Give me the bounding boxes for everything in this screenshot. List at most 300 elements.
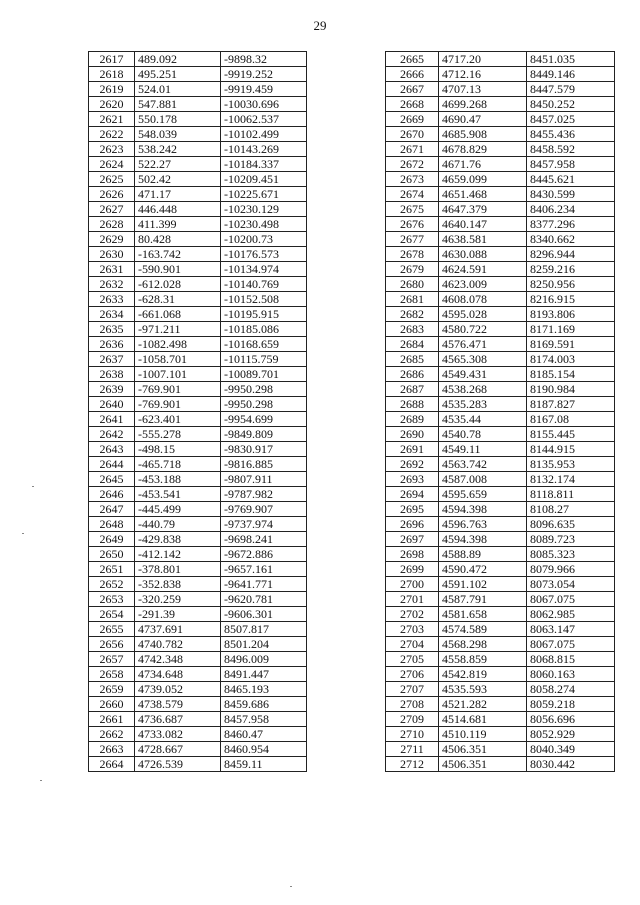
table-row: [386, 712, 615, 727]
x-coordinate-cell: 4540.78: [439, 427, 527, 442]
x-coordinate-cell: 4685.908: [439, 127, 527, 142]
y-coordinate-cell: -9954.699: [221, 412, 307, 427]
point-number-cell: 2636: [89, 337, 135, 352]
point-number-cell: 2648: [89, 517, 135, 532]
table-row: [89, 607, 307, 622]
y-coordinate-cell: -9672.886: [221, 547, 307, 562]
y-coordinate-cell: 8089.723: [527, 532, 615, 547]
y-coordinate-cell: -10185.086: [221, 322, 307, 337]
x-coordinate-cell: 4717.20: [439, 52, 527, 67]
x-coordinate-cell: -412.142: [135, 547, 221, 562]
x-coordinate-cell: -465.718: [135, 457, 221, 472]
table-row: [89, 382, 307, 397]
y-coordinate-cell: 8096.635: [527, 517, 615, 532]
x-coordinate-cell: 4594.398: [439, 502, 527, 517]
x-coordinate-cell: -661.068: [135, 307, 221, 322]
y-coordinate-cell: 8155.445: [527, 427, 615, 442]
point-number-cell: 2656: [89, 637, 135, 652]
y-coordinate-cell: 8377.296: [527, 217, 615, 232]
table-row: [89, 112, 307, 127]
table-row: [89, 652, 307, 667]
x-coordinate-cell: 4737.691: [135, 622, 221, 637]
point-number-cell: 2657: [89, 652, 135, 667]
table-row: [386, 427, 615, 442]
point-number-cell: 2689: [386, 412, 439, 427]
y-coordinate-cell: 8250.956: [527, 277, 615, 292]
y-coordinate-cell: -10225.671: [221, 187, 307, 202]
table-row: [386, 637, 615, 652]
x-coordinate-cell: 4707.13: [439, 82, 527, 97]
point-number-cell: 2660: [89, 697, 135, 712]
y-coordinate-cell: 8030.442: [527, 757, 615, 772]
x-coordinate-cell: 4535.44: [439, 412, 527, 427]
x-coordinate-cell: 4506.351: [439, 757, 527, 772]
point-number-cell: 2630: [89, 247, 135, 262]
x-coordinate-cell: 4651.468: [439, 187, 527, 202]
y-coordinate-cell: -9816.885: [221, 457, 307, 472]
table-row: [89, 487, 307, 502]
x-coordinate-cell: 4699.268: [439, 97, 527, 112]
y-coordinate-cell: 8457.958: [221, 712, 307, 727]
y-coordinate-cell: 8216.915: [527, 292, 615, 307]
y-coordinate-cell: -10140.769: [221, 277, 307, 292]
point-number-cell: 2678: [386, 247, 439, 262]
x-coordinate-cell: 4506.351: [439, 742, 527, 757]
y-coordinate-cell: -10062.537: [221, 112, 307, 127]
y-coordinate-cell: 8169.591: [527, 337, 615, 352]
table-row: [386, 592, 615, 607]
table-row: [89, 532, 307, 547]
point-number-cell: 2711: [386, 742, 439, 757]
y-coordinate-cell: -10184.337: [221, 157, 307, 172]
x-coordinate-cell: 489.092: [135, 52, 221, 67]
point-number-cell: 2638: [89, 367, 135, 382]
table-row: [89, 727, 307, 742]
point-number-cell: 2698: [386, 547, 439, 562]
y-coordinate-cell: 8459.11: [221, 757, 307, 772]
table-row: [89, 742, 307, 757]
table-row: [386, 337, 615, 352]
y-coordinate-cell: 8052.929: [527, 727, 615, 742]
x-coordinate-cell: -628.31: [135, 292, 221, 307]
scan-speck: [40, 780, 42, 781]
point-number-cell: 2618: [89, 67, 135, 82]
x-coordinate-cell: 4712.16: [439, 67, 527, 82]
y-coordinate-cell: -9849.809: [221, 427, 307, 442]
point-number-cell: 2687: [386, 382, 439, 397]
y-coordinate-cell: 8455.436: [527, 127, 615, 142]
point-number-cell: 2650: [89, 547, 135, 562]
point-number-cell: 2629: [89, 232, 135, 247]
point-number-cell: 2637: [89, 352, 135, 367]
x-coordinate-cell: -623.401: [135, 412, 221, 427]
point-number-cell: 2694: [386, 487, 439, 502]
point-number-cell: 2706: [386, 667, 439, 682]
table-row: [386, 562, 615, 577]
table-row: [386, 277, 615, 292]
y-coordinate-cell: -10030.696: [221, 97, 307, 112]
x-coordinate-cell: 4630.088: [439, 247, 527, 262]
table-row: [89, 127, 307, 142]
table-row: [89, 322, 307, 337]
point-number-cell: 2639: [89, 382, 135, 397]
x-coordinate-cell: 548.039: [135, 127, 221, 142]
x-coordinate-cell: 4659.099: [439, 172, 527, 187]
point-number-cell: 2659: [89, 682, 135, 697]
point-number-cell: 2712: [386, 757, 439, 772]
x-coordinate-cell: 4594.398: [439, 532, 527, 547]
point-number-cell: 2645: [89, 472, 135, 487]
y-coordinate-cell: -9657.161: [221, 562, 307, 577]
table-row: [386, 217, 615, 232]
table-row: [89, 67, 307, 82]
x-coordinate-cell: -1058.701: [135, 352, 221, 367]
y-coordinate-cell: 8079.966: [527, 562, 615, 577]
point-number-cell: 2633: [89, 292, 135, 307]
x-coordinate-cell: -453.541: [135, 487, 221, 502]
table-row: [386, 577, 615, 592]
x-coordinate-cell: -769.901: [135, 382, 221, 397]
table-row: [89, 307, 307, 322]
x-coordinate-cell: -1082.498: [135, 337, 221, 352]
point-number-cell: 2695: [386, 502, 439, 517]
x-coordinate-cell: 550.178: [135, 112, 221, 127]
y-coordinate-cell: 8449.146: [527, 67, 615, 82]
table-row: [386, 607, 615, 622]
x-coordinate-cell: 4580.722: [439, 322, 527, 337]
point-number-cell: 2682: [386, 307, 439, 322]
table-row: [89, 277, 307, 292]
x-coordinate-cell: 538.242: [135, 142, 221, 157]
y-coordinate-cell: -10115.759: [221, 352, 307, 367]
x-coordinate-cell: 4728.667: [135, 742, 221, 757]
x-coordinate-cell: 4535.593: [439, 682, 527, 697]
point-number-cell: 2652: [89, 577, 135, 592]
point-number-cell: 2700: [386, 577, 439, 592]
x-coordinate-cell: 4647.379: [439, 202, 527, 217]
point-number-cell: 2649: [89, 532, 135, 547]
point-number-cell: 2617: [89, 52, 135, 67]
x-coordinate-cell: 4588.89: [439, 547, 527, 562]
table-row: [386, 112, 615, 127]
table-row: [89, 217, 307, 232]
x-coordinate-cell: 4558.859: [439, 652, 527, 667]
table-row: [386, 487, 615, 502]
table-row: [89, 502, 307, 517]
table-row: [89, 667, 307, 682]
x-coordinate-cell: 4538.268: [439, 382, 527, 397]
point-number-cell: 2655: [89, 622, 135, 637]
table-row: [386, 367, 615, 382]
x-coordinate-cell: 4568.298: [439, 637, 527, 652]
table-row: [89, 517, 307, 532]
point-number-cell: 2643: [89, 442, 135, 457]
table-row: [89, 622, 307, 637]
page-number: 29: [313, 18, 327, 33]
point-number-cell: 2688: [386, 397, 439, 412]
y-coordinate-cell: 8060.163: [527, 667, 615, 682]
table-row: [89, 697, 307, 712]
y-coordinate-cell: 8167.08: [527, 412, 615, 427]
table-row: [89, 82, 307, 97]
x-coordinate-cell: 4565.308: [439, 352, 527, 367]
y-coordinate-cell: -10134.974: [221, 262, 307, 277]
point-number-cell: 2661: [89, 712, 135, 727]
y-coordinate-cell: 8430.599: [527, 187, 615, 202]
x-coordinate-cell: 4740.782: [135, 637, 221, 652]
table-row: [89, 412, 307, 427]
table-row: [89, 142, 307, 157]
y-coordinate-cell: -9950.298: [221, 382, 307, 397]
y-coordinate-cell: 8132.174: [527, 472, 615, 487]
table-row: [386, 397, 615, 412]
point-number-cell: 2666: [386, 67, 439, 82]
y-coordinate-cell: 8190.984: [527, 382, 615, 397]
table-row: [386, 247, 615, 262]
point-number-cell: 2640: [89, 397, 135, 412]
y-coordinate-cell: -9830.917: [221, 442, 307, 457]
point-number-cell: 2708: [386, 697, 439, 712]
y-coordinate-cell: 8507.817: [221, 622, 307, 637]
table-row: [89, 232, 307, 247]
x-coordinate-cell: 4623.009: [439, 277, 527, 292]
x-coordinate-cell: 4514.681: [439, 712, 527, 727]
point-number-cell: 2664: [89, 757, 135, 772]
point-number-cell: 2658: [89, 667, 135, 682]
x-coordinate-cell: 4608.078: [439, 292, 527, 307]
point-number-cell: 2685: [386, 352, 439, 367]
point-number-cell: 2673: [386, 172, 439, 187]
table-row: [386, 172, 615, 187]
x-coordinate-cell: -378.801: [135, 562, 221, 577]
x-coordinate-cell: -440.79: [135, 517, 221, 532]
y-coordinate-cell: -10200.73: [221, 232, 307, 247]
point-number-cell: 2669: [386, 112, 439, 127]
y-coordinate-cell: -9769.907: [221, 502, 307, 517]
point-number-cell: 2672: [386, 157, 439, 172]
y-coordinate-cell: -10152.508: [221, 292, 307, 307]
y-coordinate-cell: 8296.944: [527, 247, 615, 262]
y-coordinate-cell: 8108.27: [527, 502, 615, 517]
point-number-cell: 2703: [386, 622, 439, 637]
point-number-cell: 2634: [89, 307, 135, 322]
y-coordinate-cell: -9620.781: [221, 592, 307, 607]
point-number-cell: 2699: [386, 562, 439, 577]
x-coordinate-cell: 4510.119: [439, 727, 527, 742]
x-coordinate-cell: -453.188: [135, 472, 221, 487]
table-row: [386, 202, 615, 217]
table-row: [386, 472, 615, 487]
y-coordinate-cell: 8447.579: [527, 82, 615, 97]
point-number-cell: 2690: [386, 427, 439, 442]
point-number-cell: 2641: [89, 412, 135, 427]
table-row: [386, 697, 615, 712]
y-coordinate-cell: -9807.911: [221, 472, 307, 487]
y-coordinate-cell: 8457.025: [527, 112, 615, 127]
point-number-cell: 2681: [386, 292, 439, 307]
y-coordinate-cell: -10209.451: [221, 172, 307, 187]
x-coordinate-cell: 411.399: [135, 217, 221, 232]
point-number-cell: 2691: [386, 442, 439, 457]
table-row: [89, 172, 307, 187]
y-coordinate-cell: -9606.301: [221, 607, 307, 622]
point-number-cell: 2679: [386, 262, 439, 277]
table-row: [89, 367, 307, 382]
x-coordinate-cell: 4535.283: [439, 397, 527, 412]
point-number-cell: 2628: [89, 217, 135, 232]
point-number-cell: 2674: [386, 187, 439, 202]
x-coordinate-cell: 4542.819: [439, 667, 527, 682]
point-number-cell: 2622: [89, 127, 135, 142]
point-number-cell: 2620: [89, 97, 135, 112]
table-row: [386, 262, 615, 277]
x-coordinate-cell: 4726.539: [135, 757, 221, 772]
x-coordinate-cell: 4742.348: [135, 652, 221, 667]
x-coordinate-cell: 4590.472: [439, 562, 527, 577]
point-number-cell: 2709: [386, 712, 439, 727]
x-coordinate-cell: 4563.742: [439, 457, 527, 472]
table-row: [386, 412, 615, 427]
x-coordinate-cell: 4734.648: [135, 667, 221, 682]
y-coordinate-cell: 8059.218: [527, 697, 615, 712]
x-coordinate-cell: 4595.028: [439, 307, 527, 322]
table-row: [386, 667, 615, 682]
point-number-cell: 2684: [386, 337, 439, 352]
y-coordinate-cell: 8340.662: [527, 232, 615, 247]
table-row: [89, 457, 307, 472]
table-row: [386, 307, 615, 322]
table-row: [386, 532, 615, 547]
x-coordinate-cell: 522.27: [135, 157, 221, 172]
x-coordinate-cell: 4738.579: [135, 697, 221, 712]
x-coordinate-cell: 4549.431: [439, 367, 527, 382]
table-row: [386, 682, 615, 697]
point-number-cell: 2625: [89, 172, 135, 187]
y-coordinate-cell: 8445.621: [527, 172, 615, 187]
y-coordinate-cell: -9919.252: [221, 67, 307, 82]
point-number-cell: 2631: [89, 262, 135, 277]
y-coordinate-cell: 8056.696: [527, 712, 615, 727]
point-number-cell: 2653: [89, 592, 135, 607]
y-coordinate-cell: -10176.573: [221, 247, 307, 262]
x-coordinate-cell: 446.448: [135, 202, 221, 217]
table-row: [386, 742, 615, 757]
x-coordinate-cell: 4739.052: [135, 682, 221, 697]
y-coordinate-cell: -10168.659: [221, 337, 307, 352]
point-number-cell: 2626: [89, 187, 135, 202]
y-coordinate-cell: -9787.982: [221, 487, 307, 502]
x-coordinate-cell: -555.278: [135, 427, 221, 442]
table-row: [386, 652, 615, 667]
x-coordinate-cell: 4671.76: [439, 157, 527, 172]
table-row: [89, 592, 307, 607]
y-coordinate-cell: 8451.035: [527, 52, 615, 67]
point-number-cell: 2627: [89, 202, 135, 217]
x-coordinate-cell: 4587.791: [439, 592, 527, 607]
x-coordinate-cell: 471.17: [135, 187, 221, 202]
point-number-cell: 2692: [386, 457, 439, 472]
table-row: [386, 442, 615, 457]
point-number-cell: 2632: [89, 277, 135, 292]
y-coordinate-cell: -10230.498: [221, 217, 307, 232]
table-row: [89, 202, 307, 217]
y-coordinate-cell: 8491.447: [221, 667, 307, 682]
point-number-cell: 2701: [386, 592, 439, 607]
y-coordinate-cell: -10230.129: [221, 202, 307, 217]
y-coordinate-cell: 8058.274: [527, 682, 615, 697]
x-coordinate-cell: 524.01: [135, 82, 221, 97]
scan-speck: [22, 533, 24, 534]
coordinates-table-right: [385, 51, 615, 772]
table-row: [386, 97, 615, 112]
point-number-cell: 2665: [386, 52, 439, 67]
y-coordinate-cell: 8501.204: [221, 637, 307, 652]
x-coordinate-cell: -498.15: [135, 442, 221, 457]
point-number-cell: 2635: [89, 322, 135, 337]
point-number-cell: 2680: [386, 277, 439, 292]
x-coordinate-cell: 4690.47: [439, 112, 527, 127]
point-number-cell: 2702: [386, 607, 439, 622]
y-coordinate-cell: 8135.953: [527, 457, 615, 472]
table-row: [386, 547, 615, 562]
table-row: [89, 427, 307, 442]
table-row: [89, 562, 307, 577]
point-number-cell: 2670: [386, 127, 439, 142]
y-coordinate-cell: 8460.47: [221, 727, 307, 742]
y-coordinate-cell: -10143.269: [221, 142, 307, 157]
point-number-cell: 2677: [386, 232, 439, 247]
table-row: [89, 52, 307, 67]
x-coordinate-cell: -429.838: [135, 532, 221, 547]
point-number-cell: 2647: [89, 502, 135, 517]
point-number-cell: 2663: [89, 742, 135, 757]
x-coordinate-cell: 502.42: [135, 172, 221, 187]
x-coordinate-cell: -590.901: [135, 262, 221, 277]
point-number-cell: 2697: [386, 532, 439, 547]
table-row: [89, 187, 307, 202]
point-number-cell: 2710: [386, 727, 439, 742]
point-number-cell: 2676: [386, 217, 439, 232]
y-coordinate-cell: 8187.827: [527, 397, 615, 412]
table-row: [89, 247, 307, 262]
coordinates-table-left: [88, 51, 307, 772]
point-number-cell: 2642: [89, 427, 135, 442]
point-number-cell: 2675: [386, 202, 439, 217]
y-coordinate-cell: 8068.815: [527, 652, 615, 667]
point-number-cell: 2623: [89, 142, 135, 157]
table-row: [89, 682, 307, 697]
y-coordinate-cell: 8062.985: [527, 607, 615, 622]
table-row: [386, 67, 615, 82]
point-number-cell: 2624: [89, 157, 135, 172]
y-coordinate-cell: 8406.234: [527, 202, 615, 217]
point-number-cell: 2683: [386, 322, 439, 337]
y-coordinate-cell: 8067.075: [527, 592, 615, 607]
y-coordinate-cell: -9950.298: [221, 397, 307, 412]
y-coordinate-cell: -9698.241: [221, 532, 307, 547]
x-coordinate-cell: 4549.11: [439, 442, 527, 457]
table-row: [89, 292, 307, 307]
x-coordinate-cell: 495.251: [135, 67, 221, 82]
x-coordinate-cell: -445.499: [135, 502, 221, 517]
point-number-cell: 2621: [89, 112, 135, 127]
point-number-cell: 2686: [386, 367, 439, 382]
scan-speck: [32, 486, 34, 487]
table-row: [386, 82, 615, 97]
table-row: [386, 142, 615, 157]
y-coordinate-cell: 8458.592: [527, 142, 615, 157]
x-coordinate-cell: 547.881: [135, 97, 221, 112]
